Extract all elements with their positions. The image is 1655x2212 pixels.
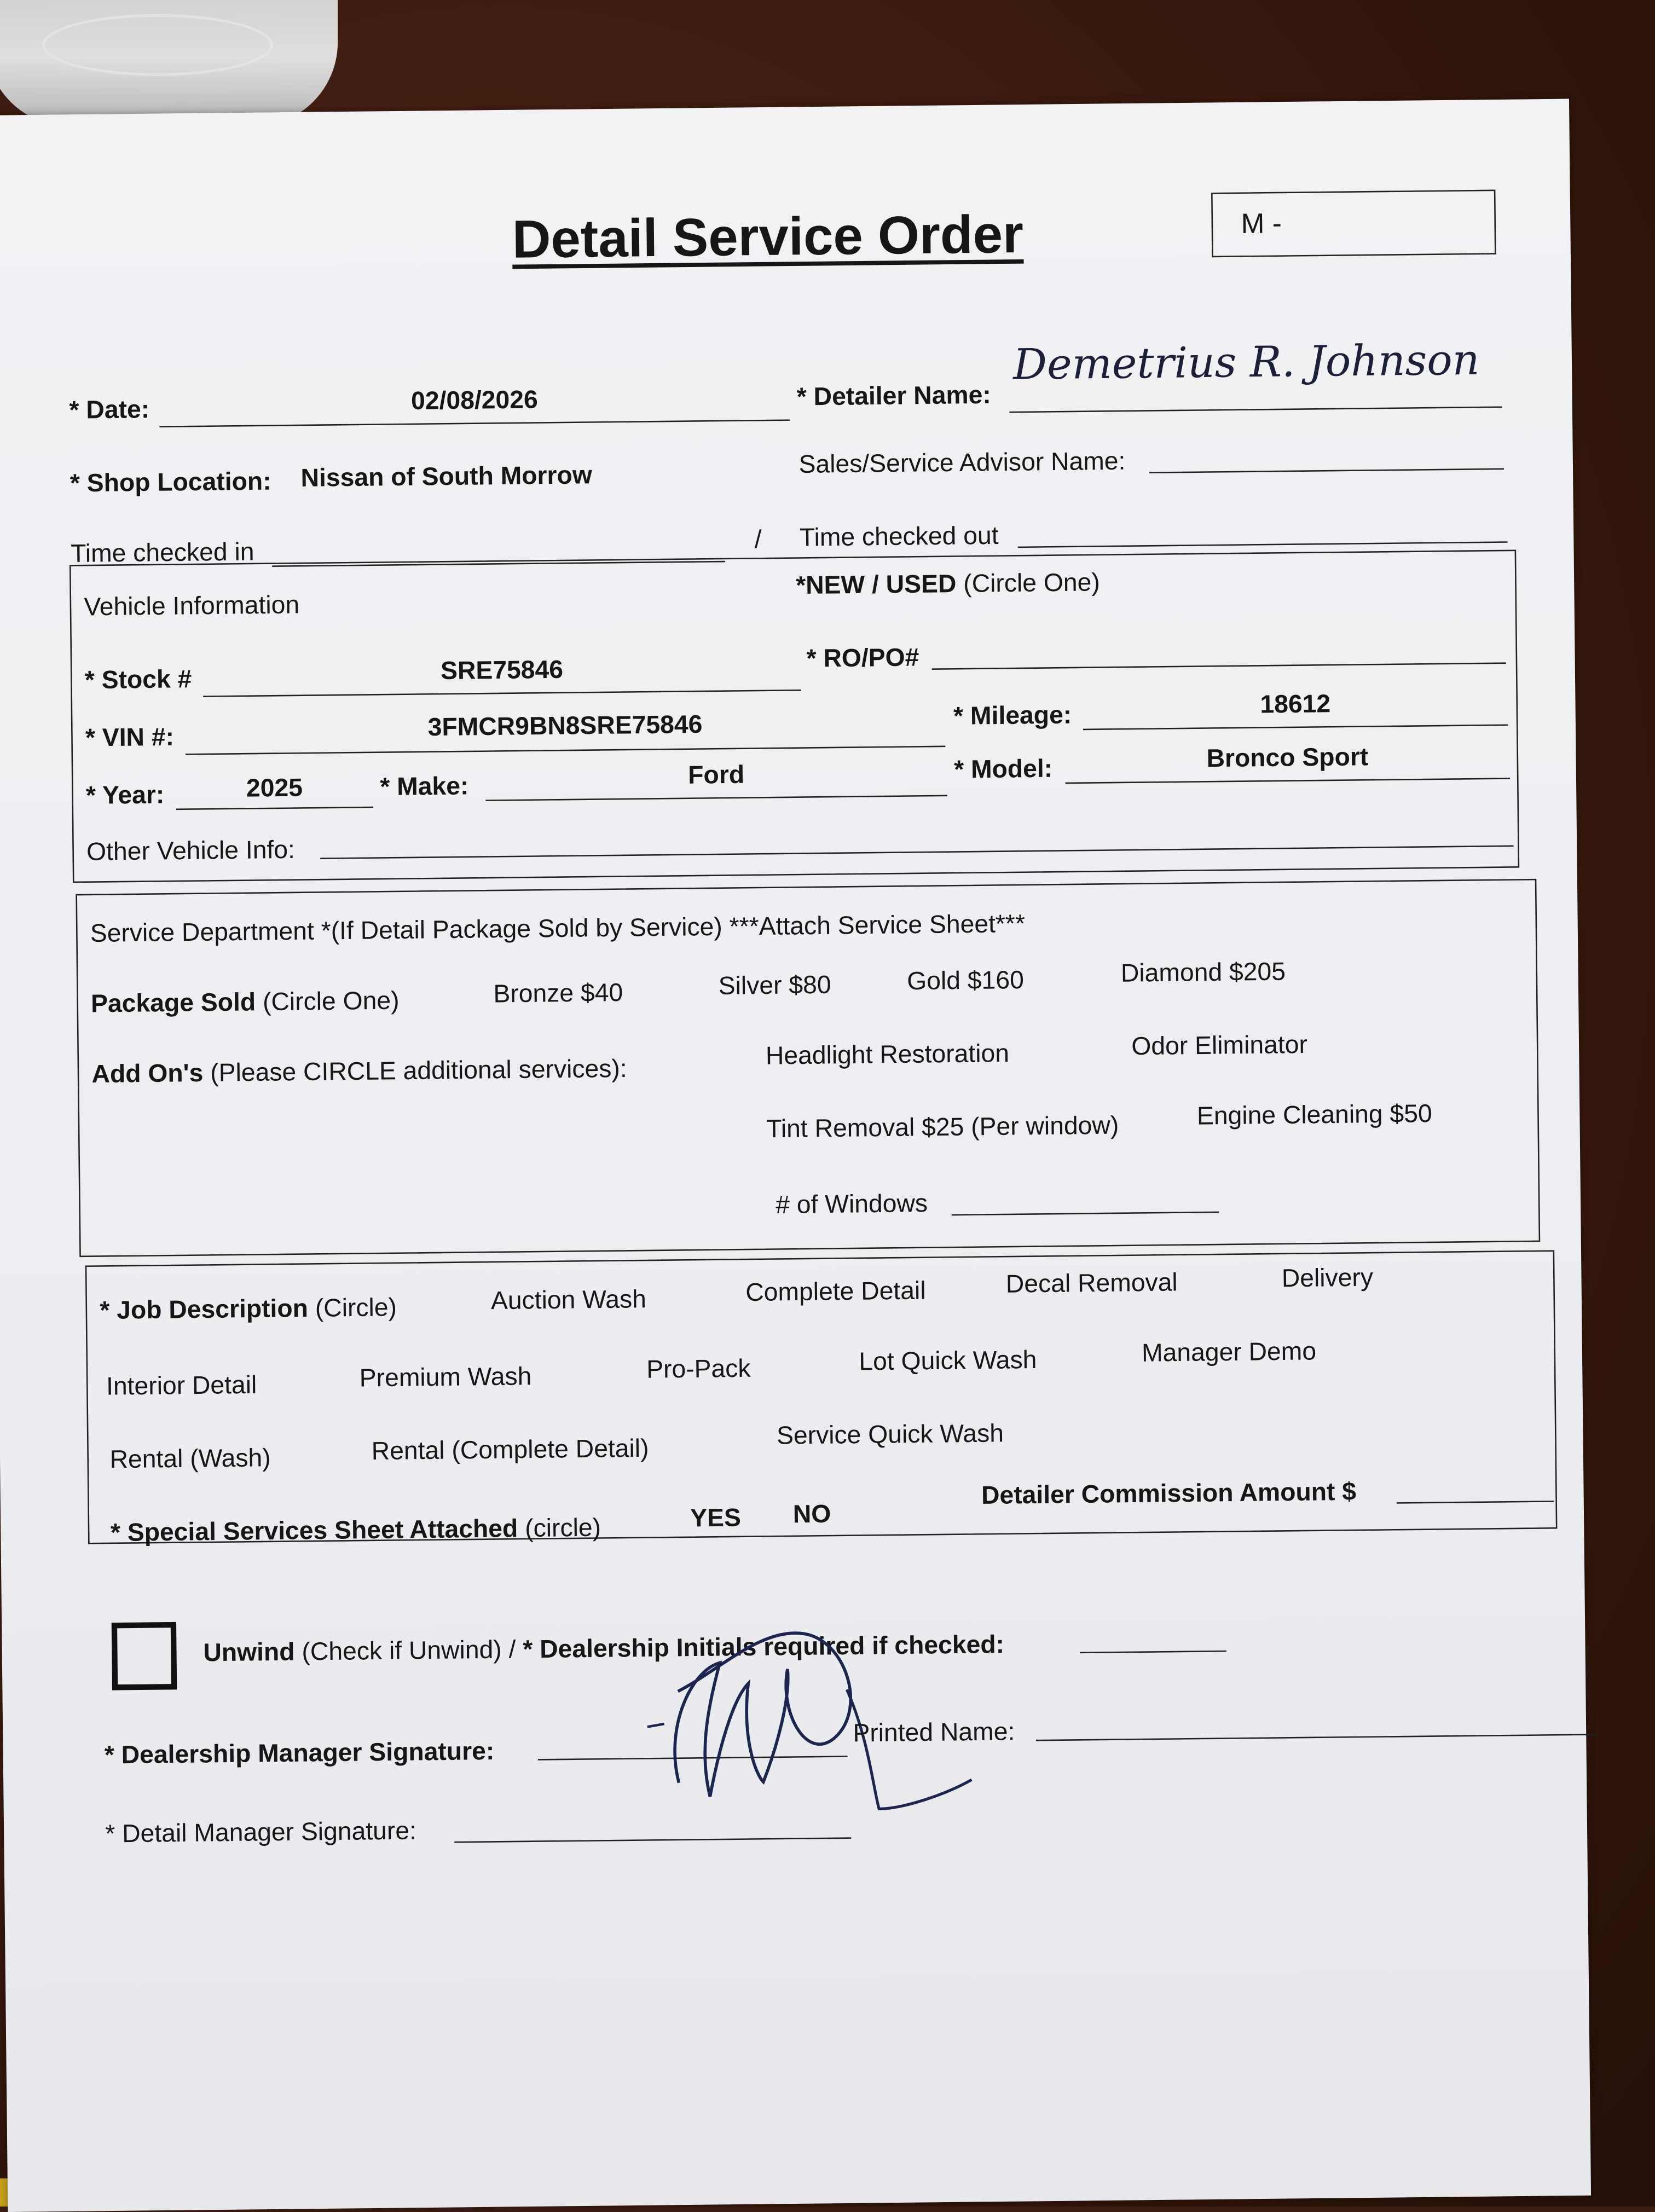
special-label: * Special Services Sheet Attached: [110, 1514, 518, 1547]
order-number-box[interactable]: [1211, 190, 1496, 258]
ro-label: * RO/PO#: [806, 643, 919, 673]
manager-signature-label: * Dealership Manager Signature:: [104, 1736, 495, 1769]
time-out-line[interactable]: [1018, 541, 1508, 548]
addon-headlight[interactable]: Headlight Restoration: [765, 1039, 1010, 1070]
special-hint: (circle): [524, 1513, 601, 1543]
vin-value: 3FMCR9BN8SRE75846: [427, 710, 703, 742]
job-interior-detail[interactable]: Interior Detail: [106, 1370, 257, 1400]
make-value: Ford: [687, 760, 745, 790]
windows-label: # of Windows: [775, 1189, 928, 1219]
addon-tint[interactable]: Tint Removal $25 (Per window): [766, 1111, 1119, 1143]
job-pro-pack[interactable]: Pro-Pack: [646, 1354, 751, 1384]
special-no[interactable]: NO: [792, 1499, 831, 1528]
printed-name-line[interactable]: [1036, 1734, 1596, 1741]
make-label: * Make:: [380, 772, 469, 801]
time-out-label: Time checked out: [799, 521, 999, 552]
addons-hint: (Please CIRCLE additional services):: [210, 1054, 627, 1087]
vehicle-section-label: Vehicle Information: [84, 590, 300, 621]
drinking-glass: [0, 0, 338, 126]
initials-line[interactable]: [1080, 1651, 1226, 1653]
job-service-quick-wash[interactable]: Service Quick Wash: [776, 1419, 1004, 1450]
form-title: Detail Service Order: [512, 206, 1024, 270]
package-diamond[interactable]: Diamond $205: [1120, 957, 1286, 988]
advisor-label: Sales/Service Advisor Name:: [798, 447, 1126, 479]
new-used-label: *NEW / USED: [795, 569, 957, 600]
stock-value: SRE75846: [440, 655, 564, 685]
detailer-handwriting: Demetrius R. Johnson: [1012, 336, 1480, 391]
time-in-label: Time checked in: [70, 537, 254, 568]
package-silver[interactable]: Silver $80: [718, 970, 831, 1000]
shop-value: Nissan of South Morrow: [300, 461, 593, 493]
job-lot-quick-wash[interactable]: Lot Quick Wash: [859, 1345, 1037, 1376]
model-value: Bronco Sport: [1206, 743, 1369, 773]
job-decal-removal[interactable]: Decal Removal: [1005, 1268, 1178, 1299]
job-auction-wash[interactable]: Auction Wash: [490, 1285, 647, 1315]
package-label: Package Sold: [90, 988, 256, 1018]
unwind-label: Unwind: [203, 1637, 295, 1667]
job-delivery[interactable]: Delivery: [1281, 1263, 1374, 1293]
detail-manager-label: * Detail Manager Signature:: [105, 1816, 417, 1848]
job-complete-detail[interactable]: Complete Detail: [745, 1276, 926, 1307]
time-separator: /: [754, 525, 762, 554]
unwind-hint: (Check if Unwind) /: [302, 1635, 516, 1666]
package-bronze[interactable]: Bronze $40: [493, 978, 623, 1008]
job-manager-demo[interactable]: Manager Demo: [1141, 1337, 1317, 1367]
special-yes[interactable]: YES: [690, 1503, 742, 1532]
vin-label: * VIN #:: [85, 722, 175, 752]
initials-label: * Dealership Initials required if checked:: [523, 1630, 1005, 1664]
detailer-line[interactable]: [1009, 406, 1502, 413]
printed-name-label: Printed Name:: [853, 1717, 1015, 1747]
year-label: * Year:: [85, 780, 165, 810]
addon-engine[interactable]: Engine Cleaning $50: [1196, 1099, 1432, 1130]
shop-label: * Shop Location:: [70, 467, 271, 497]
year-value: 2025: [246, 773, 303, 802]
unwind-checkbox[interactable]: [112, 1622, 177, 1690]
job-premium-wash[interactable]: Premium Wash: [359, 1362, 532, 1392]
job-rental-wash[interactable]: Rental (Wash): [109, 1444, 271, 1474]
service-order-form: [0, 99, 1591, 2212]
job-hint: (Circle): [315, 1293, 397, 1323]
package-hint: (Circle One): [262, 986, 400, 1016]
commission-label: Detailer Commission Amount $: [981, 1477, 1357, 1510]
date-value: 02/08/2026: [410, 385, 539, 415]
other-info-label: Other Vehicle Info:: [86, 835, 296, 866]
job-label: * Job Description: [100, 1294, 309, 1325]
package-gold[interactable]: Gold $160: [906, 965, 1025, 995]
date-line[interactable]: [159, 419, 790, 427]
advisor-line[interactable]: [1149, 468, 1504, 473]
mileage-label: * Mileage:: [953, 700, 1072, 731]
addons-label: Add On's: [91, 1058, 204, 1088]
date-label: * Date:: [69, 395, 150, 424]
addon-odor[interactable]: Odor Eliminator: [1131, 1030, 1308, 1061]
model-label: * Model:: [953, 754, 1053, 784]
service-header: Service Department *(If Detail Package Sold by Service) ***Attach Service Sheet***: [90, 909, 1026, 948]
new-used-hint: (Circle One): [963, 568, 1100, 598]
mileage-value: 18612: [1260, 690, 1331, 719]
stock-label: * Stock #: [84, 664, 192, 694]
order-prefix: M -: [1241, 209, 1282, 240]
detailer-label: * Detailer Name:: [796, 380, 991, 411]
job-rental-complete[interactable]: Rental (Complete Detail): [371, 1434, 649, 1466]
detail-manager-line[interactable]: [454, 1837, 851, 1843]
